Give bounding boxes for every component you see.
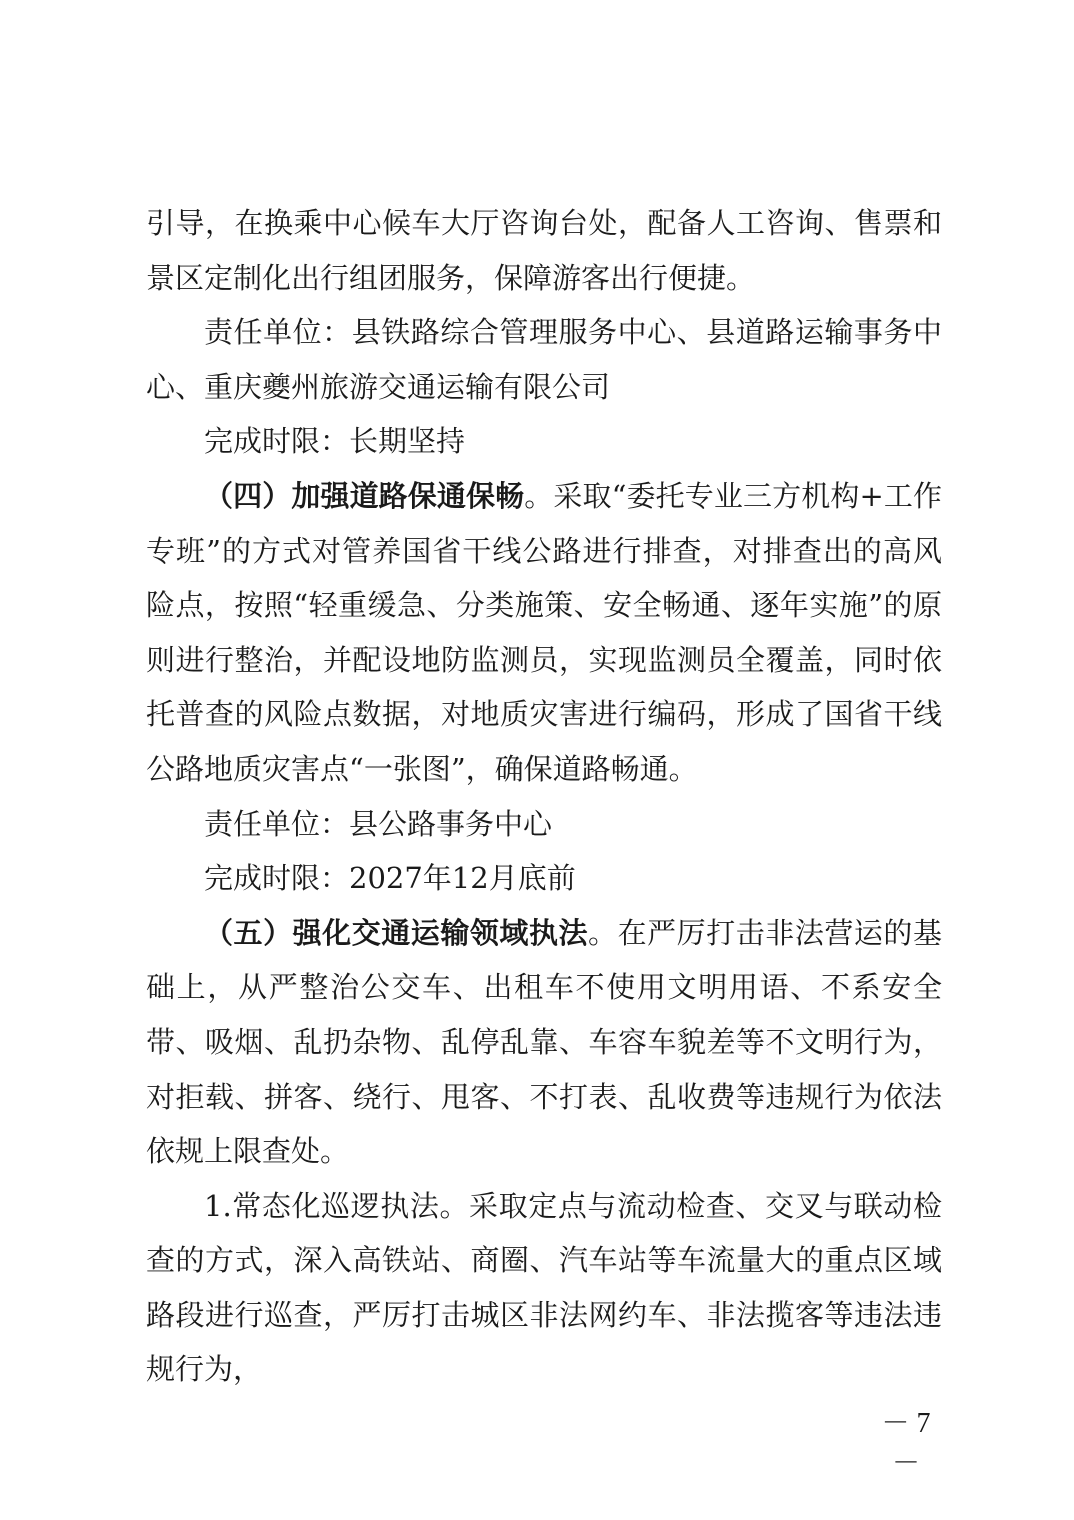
paragraph-text: 。采取“委托专业三方机构+工作专班”的方式对管养国省干线公路进行排查，对排查出的高风险点，按照“轻重缓急、分类施策、安全畅通、逐年实施”的原则进行整治，并配设地防监测员，实现监测员全覆盖，同时依托普查的风险点数据，对地质灾害进行编码，形成了国省干线公路地质灾害点“一张图”，确保道路畅通。 — [146, 478, 942, 786]
paragraph-guidance-continuation — [146, 196, 942, 305]
paragraph-patrol-enforcement — [146, 1179, 942, 1397]
paragraph-deadline-2 — [146, 851, 942, 906]
paragraph-deadline-1 — [146, 414, 942, 469]
paragraph-text: 。在严厉打击非法营运的基础上，从严整治公交车、出租车不使用文明用语、不系安全带、吸烟、乱扔杂物、乱停乱靠、车容车貌差等不文明行为，对拒载、拼客、绕行、甩客、不打表、乱收费等违规行为依法依规上限查处。 — [146, 915, 942, 1169]
paragraph-section-four — [146, 469, 942, 797]
paragraph-responsible-units-1 — [146, 305, 942, 414]
section-heading: （五）强化交通运输领域执法 — [204, 915, 589, 950]
section-heading: （四）加强道路保通保畅 — [204, 478, 525, 513]
paragraph-text: 1.常态化巡逻执法。采取定点与流动检查、交叉与联动检查的方式，深入高铁站、商圈、汽车站等车流量大的重点区域路段进行巡查，严厉打击城区非法网约车、非法揽客等违法违规行为， — [146, 1188, 942, 1387]
paragraph-text: 责任单位：县铁路综合管理服务中心、县道路运输事务中心、重庆夔州旅游交通运输有限公司 — [146, 315, 942, 404]
page-number: － 7 － — [881, 1408, 931, 1479]
body-text — [146, 196, 942, 1397]
paragraph-text: 完成时限：长期坚持 — [204, 424, 466, 459]
paragraph-section-five — [146, 906, 942, 1179]
paragraph-text: 引导，在换乘中心候车大厅咨询台处，配备人工咨询、售票和景区定制化出行组团服务，保障游客出行便捷。 — [146, 206, 942, 295]
paragraph-text: 完成时限：2027年12月底前 — [204, 861, 576, 896]
paragraph-responsible-units-2 — [146, 797, 942, 852]
paragraph-text: 责任单位：县公路事务中心 — [204, 806, 553, 841]
